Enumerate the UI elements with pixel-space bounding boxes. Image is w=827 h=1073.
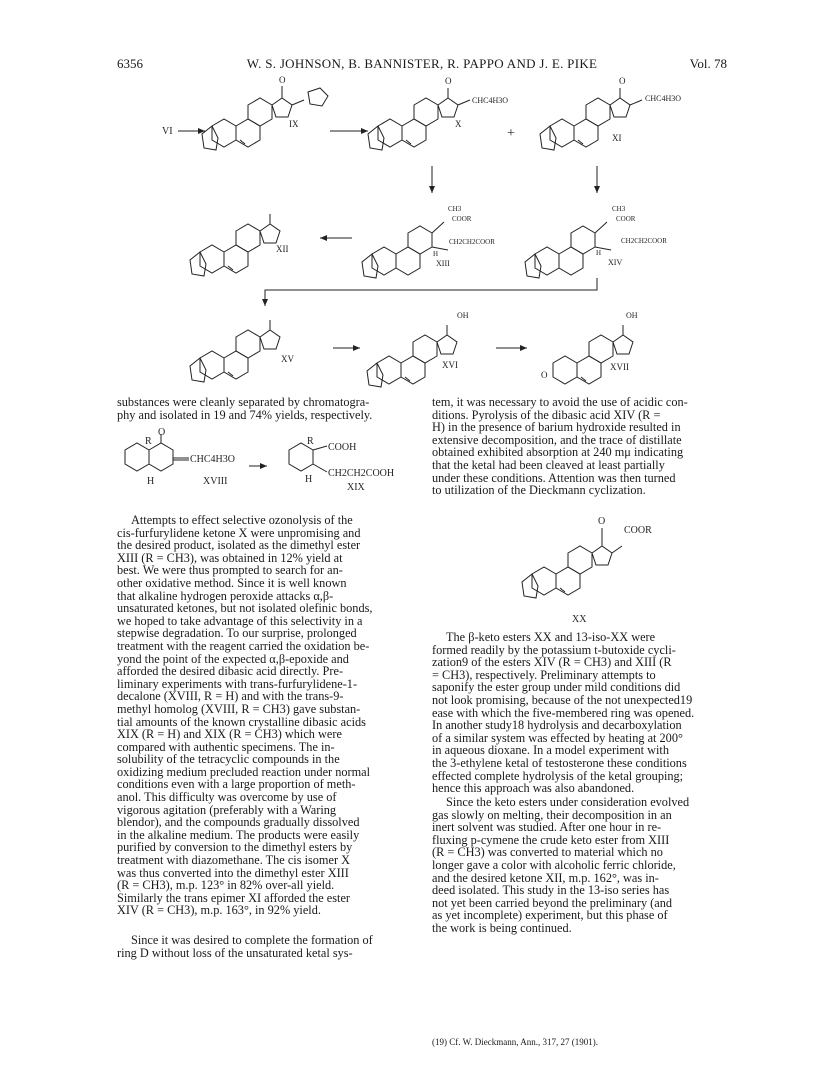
text-line: oxidizing medium precluded reaction under normal — [117, 764, 371, 779]
compound-xv-label: XV — [281, 354, 294, 364]
text-line: unsaturated ketones, but not isolated olefinic bonds, — [117, 601, 373, 616]
text-line: in the alkaline medium. The products were easily — [117, 827, 360, 842]
text-line: tem, it was necessary to avoid the use of acidic con- — [432, 395, 688, 409]
left-paragraph-2 — [117, 514, 412, 917]
text-line: methyl homolog (XVIII, R = CH3) gave substan- — [117, 701, 361, 716]
rp3-lines — [432, 796, 728, 935]
text-line: under these conditions. Attention was then turned — [432, 470, 676, 485]
text-line: In another study18 hydrolysis and decarboxylation — [432, 718, 682, 733]
text-line: afforded the desired dibasic acid directly. Pre- — [117, 664, 344, 679]
rp1-lines — [432, 396, 728, 497]
compound-xii-label: XII — [276, 244, 289, 254]
text-line: H) in the presence of barium hydroxide resulted in — [432, 420, 681, 435]
text-line: ring D without loss of the unsaturated ketal sys- — [117, 945, 353, 960]
text-line: ease with which the five-membered ring was opened. — [432, 705, 695, 720]
compound-xiv-label: XIV — [608, 258, 623, 267]
side-xiii: CH2CH2COOR — [449, 238, 495, 246]
text-line: the desired product, isolated as the dimethyl ester — [117, 538, 361, 553]
text-line: as yet incomplete) experiment, but this phase of — [432, 908, 668, 923]
text-line: XIX (R = H) and XIX (R = CH3) which were — [117, 727, 342, 742]
compound-xvii-label: XVII — [610, 362, 629, 372]
compound-ix-label: IX — [289, 119, 299, 129]
left-paragraph-1 — [117, 396, 412, 421]
text-line: gas slowly on melting, their decomposition in an — [432, 807, 672, 822]
text-line: the 3-ethylene ketal of testosterone these conditions — [432, 755, 687, 770]
text-line: of a similar system was effected by heating at 200° — [432, 730, 683, 745]
xix-cooh: COOH — [328, 442, 357, 453]
label-vi: VI — [162, 126, 173, 137]
text-line: XIII (R = CH3), was obtained in 12% yield at — [117, 550, 343, 565]
ch3-xiv: CH3 — [612, 205, 626, 213]
compound-xi-label: XI — [612, 133, 622, 143]
xviii-h: H — [147, 476, 155, 487]
compound-x-label: X — [455, 119, 462, 129]
left-paragraph-3 — [117, 934, 412, 959]
text-line: cis-furfurylidene ketone X were unpromising and — [117, 525, 361, 540]
coor-xiv: COOR — [616, 215, 636, 223]
plus-sign: + — [507, 126, 515, 141]
text-line: in aqueous dioxane. In a model experiment with — [432, 743, 669, 758]
o-xvii: O — [541, 370, 548, 380]
text-line: other oxidative method. Since it is well known — [117, 575, 347, 590]
right-paragraph-3 — [432, 796, 728, 935]
footnote-19: (19) Cf. W. Dieckmann, Ann., 317, 27 (1901). — [432, 1037, 598, 1047]
structures-xviii-xix — [117, 424, 417, 520]
text-line: was thus converted into the dimethyl ester XIII — [117, 865, 349, 880]
sub-x: CHC4H3O — [472, 96, 509, 105]
sub-xi: CHC4H3O — [645, 94, 682, 103]
text-line: purified by conversion to the dimethyl esters by — [117, 840, 353, 855]
text-line: liminary experiments with trans-furfurylidene-1- — [117, 676, 358, 691]
text-line: saponify the ester group under mild conditions did — [432, 680, 681, 695]
xix-label: XIX — [347, 482, 365, 493]
p3-lines — [117, 934, 412, 959]
xix-side: CH2CH2COOH — [328, 468, 395, 479]
text-line: The β-keto esters XX and 13-iso-XX were — [446, 630, 656, 644]
rp2-lines — [432, 631, 728, 795]
text-line: treatment with diazomethane. The cis isomer X — [117, 853, 350, 868]
text-line: anol. This difficulty was overcome by use of — [117, 790, 337, 805]
text-line: decalone (XVIII, R = H) and with the trans-9- — [117, 689, 344, 704]
text-line: we hoped to take advantage of this selectivity in a — [117, 613, 363, 628]
text-line: Since it was desired to complete the formation of — [131, 933, 373, 947]
text-line: stepwise degradation. To our surprise, prolonged — [117, 626, 357, 641]
text-line: XIV (R = CH3), m.p. 163°, in 92% yield. — [117, 903, 321, 918]
text-line: treatment with the reagent carried the oxidation be- — [117, 638, 370, 653]
p2-lines — [117, 514, 412, 917]
right-paragraph-1 — [432, 396, 728, 497]
compound-xiii-label: XIII — [436, 259, 450, 268]
o-xi: O — [619, 76, 626, 86]
text-line: ditions. Pyrolysis of the dibasic acid XIV (R = — [432, 407, 661, 422]
text-line: zation9 of the esters XIV (R = CH3) and XIII (R — [432, 655, 672, 670]
text-line: formed readily by the potassium t-butoxide cycli- — [432, 642, 676, 657]
coor-xiii: COOR — [452, 215, 472, 223]
text-line: the work is being continued. — [432, 920, 572, 935]
text-line: that the ketal had been cleaved at least partially — [432, 457, 665, 472]
right-paragraph-2 — [432, 631, 728, 795]
h-xiv: H — [596, 249, 602, 257]
text-line: phy and isolated in 19 and 74% yields, respectively. — [117, 407, 373, 422]
text-line: to utilization of the Dieckmann cyclization. — [432, 483, 646, 498]
compound-xvi-label: XVI — [442, 360, 458, 370]
text-line: effected complete hydrolysis of the ketal grouping; — [432, 768, 684, 783]
text-line: Since the keto esters under consideration evolved — [446, 795, 690, 809]
text-line: substances were cleanly separated by chromatogra- — [117, 395, 370, 409]
xix-r: R — [307, 436, 314, 447]
text-line: best. We were thus prompted to search for an- — [117, 563, 343, 578]
text-line: solubility of the tetracyclic compounds in the — [117, 752, 340, 767]
oh-xvii: OH — [626, 311, 638, 320]
text-line: inert solvent was studied. After one hour in re- — [432, 820, 662, 835]
text-line: that alkaline hydrogen peroxide attacks α,β- — [117, 588, 334, 603]
running-authors: W. S. JOHNSON, B. BANNISTER, R. PAPPO AND J. E. PIKE — [246, 56, 598, 71]
text-line: extensive decomposition, and the trace of distillate — [432, 432, 682, 447]
ch3-xiii: CH3 — [448, 205, 462, 213]
text-line: Attempts to effect selective ozonolysis of the — [131, 513, 353, 527]
text-line: tial amounts of the known crystalline dibasic acids — [117, 714, 366, 729]
o-ix: O — [279, 75, 286, 85]
xx-label: XX — [572, 614, 587, 625]
text-line: deed isolated. This study in the 13-iso series has — [432, 883, 670, 898]
xix-h: H — [305, 474, 313, 485]
text-line: not look promising, because of the not unexpected19 — [432, 692, 693, 707]
xx-o: O — [598, 516, 606, 527]
xviii-r: R — [145, 436, 152, 447]
p1-lines — [117, 396, 412, 421]
text-line: longer gave a color with alcoholic ferric chloride, — [432, 857, 676, 872]
text-line: conditions even with a large proportion of meth- — [117, 777, 356, 792]
reaction-scheme — [0, 0, 827, 400]
text-line: not yet been carried beyond the preliminary (and — [432, 895, 673, 910]
h-xiii: H — [433, 250, 439, 258]
text-line: hence this approach was also abandoned. — [432, 781, 635, 796]
text-line: fluxing p-cymene the crude keto ester from XIII — [432, 832, 670, 847]
text-line: (R = CH3) was converted to material which no — [432, 845, 663, 860]
text-line: and the desired ketone XII, m.p. 162°, was in- — [432, 870, 659, 885]
text-line: vigorous agitation (preferably with a Waring — [117, 802, 337, 817]
oh-xvi: OH — [457, 311, 469, 320]
text-line: Similarly the trans epimer XI afforded the ester — [117, 890, 350, 905]
xviii-sub: CHC4H3O — [190, 454, 236, 465]
text-line: blendor), and the compounds gradually dissolved — [117, 815, 360, 830]
structure-xx — [432, 500, 728, 630]
side-xiv: CH2CH2COOR — [621, 237, 667, 245]
o-x: O — [445, 76, 452, 86]
page-number: 6356 — [117, 56, 143, 71]
text-line: (R = CH3), m.p. 123° in 82% over-all yield. — [117, 878, 335, 893]
text-line: yond the point of the expected α,β-epoxide and — [117, 651, 349, 666]
volume-label: Vol. 78 — [689, 56, 727, 71]
xx-coor: COOR — [624, 525, 652, 536]
text-line: = CH3), respectively. Preliminary attempts to — [432, 667, 656, 682]
xviii-label: XVIII — [203, 476, 228, 487]
text-line: obtained exhibited absorption at 240 mμ indicating — [432, 445, 684, 460]
xviii-o: O — [158, 427, 166, 438]
text-line: compared with authentic specimens. The in- — [117, 739, 335, 754]
